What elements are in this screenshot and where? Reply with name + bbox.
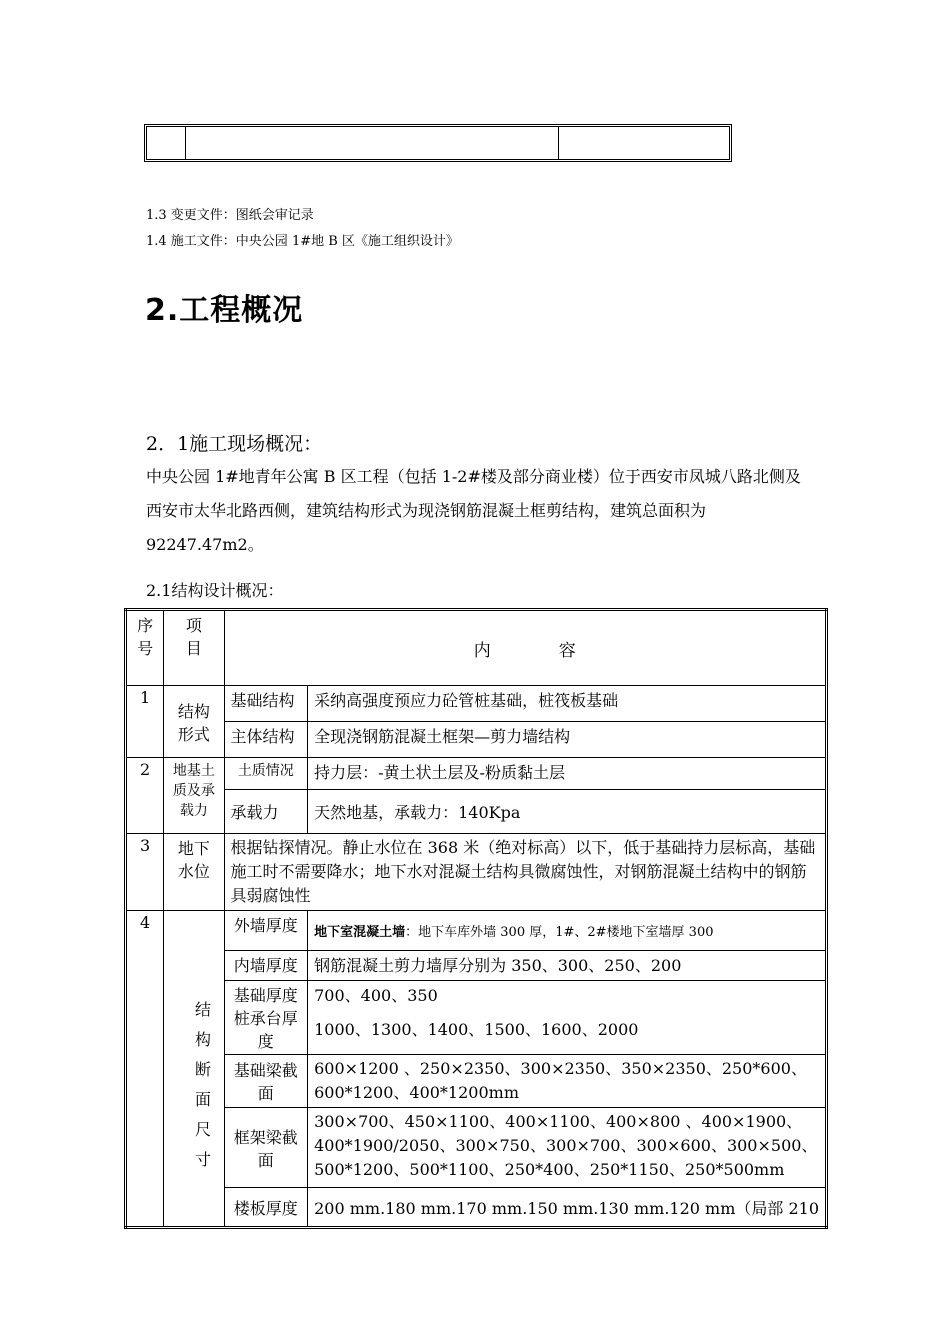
value-line: 1000、1300、1400、1500、1600、2000 <box>314 1020 639 1039</box>
table-row <box>126 758 827 790</box>
row-no: 1 <box>126 686 164 758</box>
row-item: 地基土质及承载力 <box>164 758 224 834</box>
value-line: 700、400、350 <box>314 986 438 1005</box>
cell-label: 基础梁截面 <box>224 1055 308 1108</box>
structure-heading: 2.1结构设计概况： <box>146 581 284 600</box>
header-content: 内 容 <box>224 610 827 686</box>
cell-label: 基础结构 <box>224 686 308 722</box>
cell-value: 根据钻探情况。静止水位在 368 米（绝对标高）以下，低于基础持力层标高，基础施工时不需要降水；地下水对混凝土结构具微腐蚀性，对钢筋混凝土结构中的钢筋具弱腐蚀性 <box>224 834 827 911</box>
cell-label <box>224 981 308 1055</box>
top-table-fragment <box>144 124 732 162</box>
cell-label: 楼板厚度 <box>224 1188 308 1228</box>
bold-label: 地下室混凝土墙 <box>314 925 406 940</box>
outer-wall-text: ：地下车库外墙 300 厚，1#、2#楼地下室墙厚 300 <box>405 925 714 940</box>
cell-value: 采纳高强度预应力砼管桩基础，桩筏板基础 <box>308 686 827 722</box>
table-row <box>126 686 827 722</box>
ref-line-2: 1.4 施工文件：中央公园 1#地 B 区《施工组织设计》 <box>146 234 459 249</box>
table-header-row <box>126 610 827 686</box>
table-row <box>126 722 827 758</box>
cell-value: 600×1200 、250×2350、300×2350、350×2350、250*600、600*1200、400*1200mm <box>308 1055 827 1108</box>
header-item: 项 目 <box>164 610 224 686</box>
table-row <box>126 981 827 1055</box>
cell-value: 300×700、450×1100、400×1100、400×800 、400×1900、400*1900/2050、300×750、300×700、300×600、300×500、500*1200、500*1100、250*400、250*1150、250*500mm <box>308 1108 827 1188</box>
cell-value <box>308 981 827 1055</box>
row-item: 地下水位 <box>164 834 224 911</box>
table-row <box>126 1055 827 1108</box>
cell-label: 承载力 <box>224 790 308 834</box>
table-divider <box>185 127 186 159</box>
subsection-heading: 2．1施工现场概况： <box>146 433 323 455</box>
row-no: 4 <box>126 911 164 1228</box>
row-no: 2 <box>126 758 164 834</box>
table-row <box>126 1188 827 1228</box>
section-title: 2.工程概况 <box>145 293 304 328</box>
label-line: 基础厚度 <box>233 986 298 1005</box>
cell-value: 天然地基，承载力：140Kpa <box>308 790 827 834</box>
cell-label: 土质情况 <box>224 758 308 790</box>
table-row <box>126 951 827 981</box>
header-no: 序号 <box>126 610 164 686</box>
cell-value <box>308 911 827 951</box>
ref-line-1: 1.3 变更文件：图纸会审记录 <box>146 208 314 223</box>
row-no: 3 <box>126 834 164 911</box>
table-row <box>126 1108 827 1188</box>
cell-value: 持力层：-黄土状土层及-粉质黏土层 <box>308 758 827 790</box>
table-row <box>126 790 827 834</box>
table-row <box>126 834 827 911</box>
cell-label: 外墙厚度 <box>224 911 308 951</box>
overview-paragraph: 中央公园 1#地青年公寓 B 区工程（包括 1-2#楼及部分商业楼）位于西安市凤城八路北侧及西安市太华北路西侧，建筑结构形式为现浇钢筋混凝土框剪结构，建筑总面积为92247.47m2。 <box>146 467 801 554</box>
row-item: 结构断面尺寸 <box>164 911 224 1228</box>
cell-value: 钢筋混凝土剪力墙厚分别为 350、300、250、200 <box>308 951 827 981</box>
row-item: 结构形式 <box>164 686 224 758</box>
table-row <box>126 911 827 951</box>
cell-label: 主体结构 <box>224 722 308 758</box>
label-line: 桩承台厚度 <box>233 1009 298 1051</box>
cell-value: 全现浇钢筋混凝土框架—剪力墙结构 <box>308 722 827 758</box>
cell-label: 内墙厚度 <box>224 951 308 981</box>
table-divider <box>558 127 559 159</box>
cell-label: 框架梁截面 <box>224 1108 308 1188</box>
cell-value: 200 mm.180 mm.170 mm.150 mm.130 mm.120 mm（局部 210 <box>308 1188 827 1228</box>
structure-table <box>124 608 828 1229</box>
